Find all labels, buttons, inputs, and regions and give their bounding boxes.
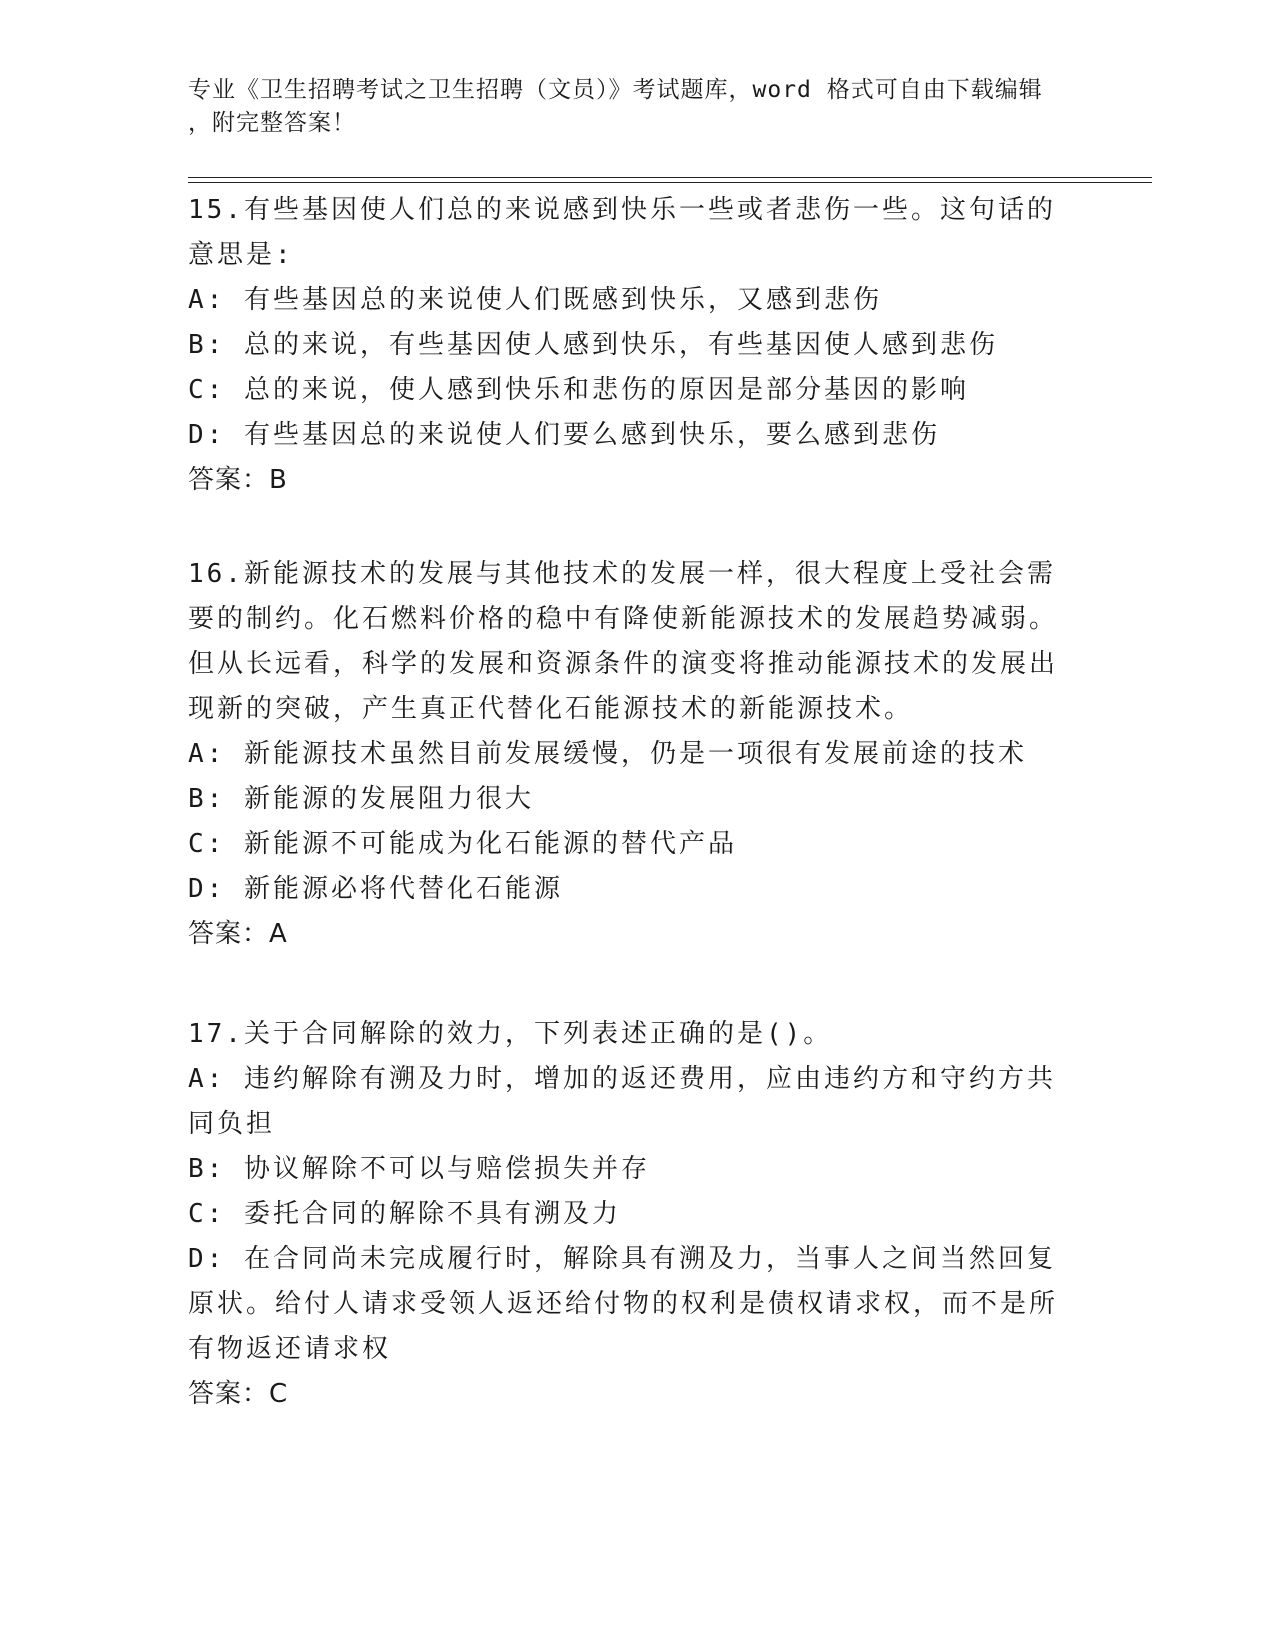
option-a: A: 有些基因总的来说使人们既感到快乐，又感到悲伤 xyxy=(188,285,882,315)
header-line-2: ，附完整答案！ xyxy=(188,110,356,136)
question-17 xyxy=(188,1012,1078,1417)
option-d: D: 有些基因总的来说使人们要么感到快乐，要么感到悲伤 xyxy=(188,420,940,450)
option-b: B: 总的来说，有些基因使人感到快乐，有些基因使人感到悲伤 xyxy=(188,330,998,360)
header-line-1: 专业《卫生招聘考试之卫生招聘（文员）》考试题库，word 格式可自由下载编辑 xyxy=(188,77,1043,103)
question-stem: 15.有些基因使人们总的来说感到快乐一些或者悲伤一些。这句话的意思是: xyxy=(188,195,1056,270)
document-header xyxy=(188,74,1068,140)
header-divider-bottom xyxy=(188,182,1152,183)
option-c: C: 总的来说，使人感到快乐和悲伤的原因是部分基因的影响 xyxy=(188,375,969,405)
option-c: C: 委托合同的解除不具有溯及力 xyxy=(188,1199,621,1229)
question-stem: 16.新能源技术的发展与其他技术的发展一样，很大程度上受社会需要的制约。化石燃料价格的稳中有降使新能源技术的发展趋势减弱。但从长远看，科学的发展和资源条件的演变将推动能源技术的发展出现新的突破，产生真正代替化石能源技术的新能源技术。 xyxy=(188,559,1059,724)
answer: 答案：A xyxy=(188,919,288,949)
option-a: A: 违约解除有溯及力时，增加的返还费用，应由违约方和守约方共同负担 xyxy=(188,1064,1056,1139)
option-c: C: 新能源不可能成为化石能源的替代产品 xyxy=(188,829,737,859)
answer: 答案：C xyxy=(188,1379,289,1409)
header-divider-top xyxy=(188,177,1152,178)
option-d: D: 在合同尚未完成履行时，解除具有溯及力，当事人之间当然回复原状。给付人请求受领人返还给付物的权利是债权请求权，而不是所有物返还请求权 xyxy=(188,1244,1059,1364)
option-a: A: 新能源技术虽然目前发展缓慢，仍是一项很有发展前途的技术 xyxy=(188,739,1027,769)
option-b: B: 新能源的发展阻力很大 xyxy=(188,784,534,814)
question-16 xyxy=(188,552,1078,957)
question-15 xyxy=(188,188,1078,503)
option-d: D: 新能源必将代替化石能源 xyxy=(188,874,563,904)
option-b: B: 协议解除不可以与赔偿损失并存 xyxy=(188,1154,650,1184)
question-stem: 17.关于合同解除的效力，下列表述正确的是()。 xyxy=(188,1019,833,1049)
answer: 答案：B xyxy=(188,465,288,495)
